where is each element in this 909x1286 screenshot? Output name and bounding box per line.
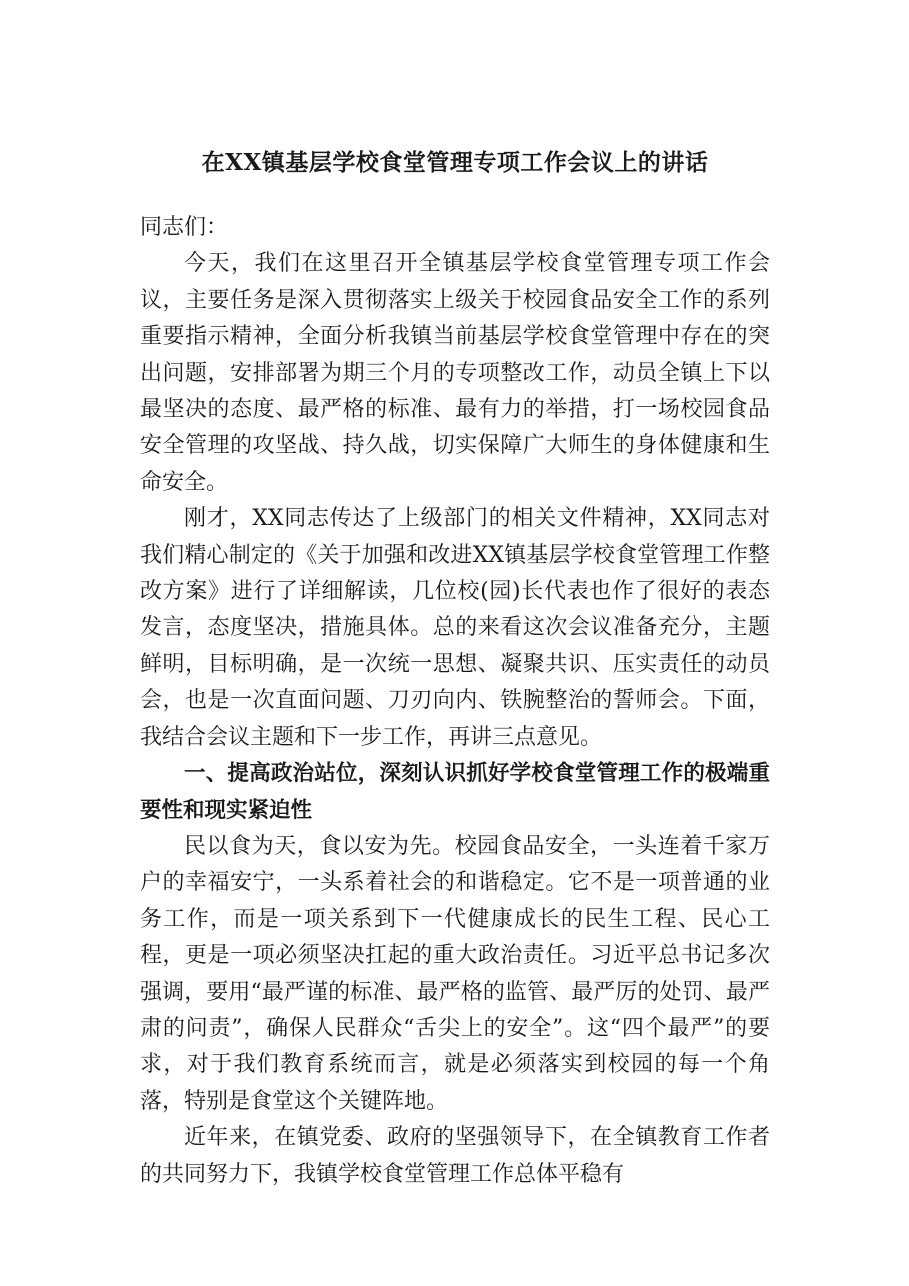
document-body <box>140 210 770 1193</box>
paragraph-recent-years: 近年来，在镇党委、政府的坚强领导下，在全镇教育工作者的共同努力下，我镇学校食堂管理工作总体平稳有 <box>140 1125 770 1187</box>
paragraph-meeting-summary: 刚才，XX同志传达了上级部门的相关文件精神，XX同志对我们精心制定的《关于加强和改进XX镇基层学校食堂管理工作整改方案》进行了详细解读，几位校(园)长代表也作了很好的表态发言，态度坚决，措施具体。总的来看这次会议准备充分，主题鲜明，目标明确，是一次统一思想、凝聚共识、压实责任的动员会，也是一次直面问题、刀刃向内、铁腕整治的誓师会。下面，我结合会议主题和下一步工作，再讲三点意见。 <box>140 506 770 750</box>
section-heading: 一、提高政治站位，深刻认识抓好学校食堂管理工作的极端重要性和现实紧迫性 <box>140 761 770 823</box>
salutation: 同志们： <box>140 215 229 240</box>
paragraph-food-safety: 民以食为天，食以安为先。校园食品安全，一头连着千家万户的幸福安宁，一头系着社会的和谐稳定。它不是一项普通的业务工作，而是一项关系到下一代健康成长的民生工程、民心工程，更是一项必须坚决扛起的重大政治责任。习近平总书记多次强调，要用“最严谨的标准、最严格的监管、最严厉的处罚、最严肃的问责”，确保人民群众“舌尖上的安全”。这“四个最严”的要求，对于我们教育系统而言，就是必须落实到校园的每一个角落，特别是食堂这个关键阵地。 <box>140 833 770 1114</box>
document-title: 在XX镇基层学校食堂管理专项工作会议上的讲话 <box>201 149 709 176</box>
paragraph-opening: 今天，我们在这里召开全镇基层学校食堂管理专项工作会议，主要任务是深入贯彻落实上级关于校园食品安全工作的系列重要指示精神，全面分析我镇当前基层学校食堂管理中存在的突出问题，安排部署为期三个月的专项整改工作，动员全镇上下以最坚决的态度、最严格的标准、最有力的举措，打一场校园食品安全管理的攻坚战、持久战，切实保障广大师生的身体健康和生命安全。 <box>140 251 770 495</box>
